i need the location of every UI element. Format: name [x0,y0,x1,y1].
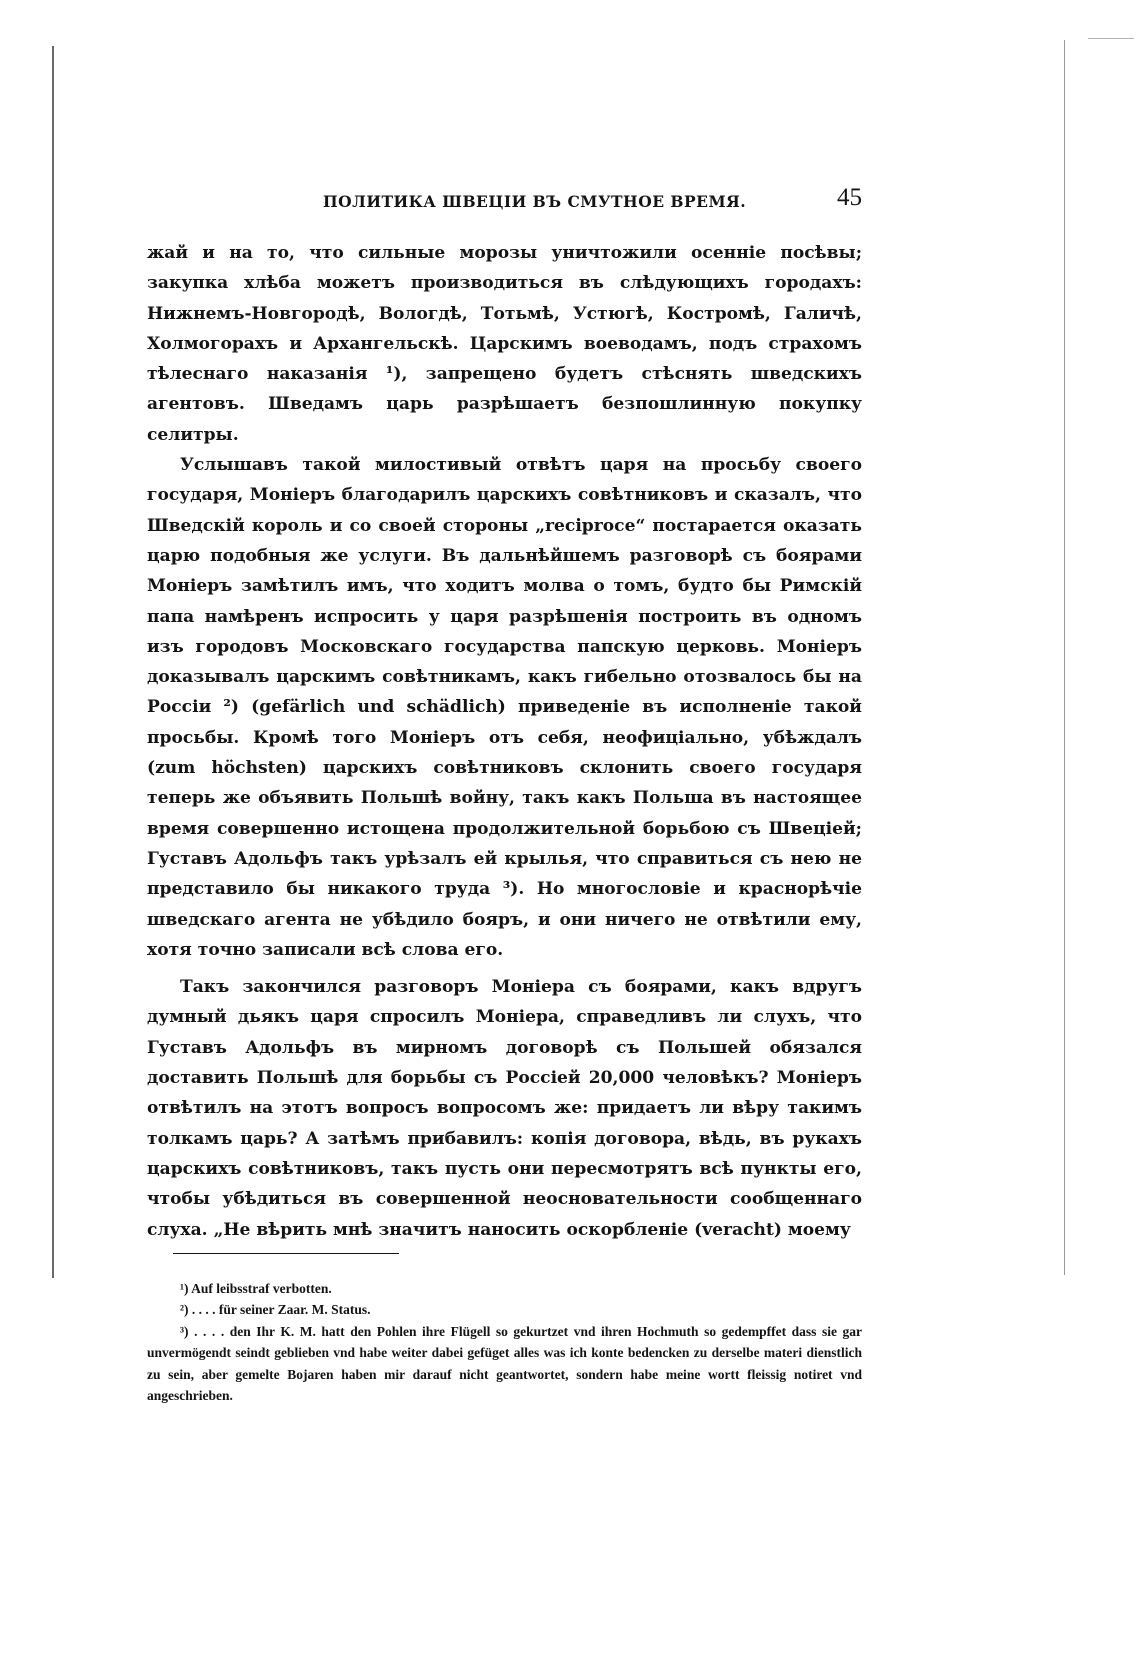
body-text [147,238,862,1245]
footnote-1: ¹) Auf leibsstraf verbotten. [180,1280,332,1296]
footnote-2: ²) . . . . für seiner Zaar. M. Status. [180,1302,371,1318]
running-head [147,184,862,224]
scan-margin-line-left [52,46,54,1278]
page-number: 45 [837,184,862,211]
book-page [147,184,862,1407]
paragraph-2: Услышавъ такой милостивый отвѣтъ царя на просьбу своего государя, Моніеръ благодарилъ царскихъ совѣтниковъ и сказалъ, что Шведскій король и со своей стороны „reciproce“ постарается оказать царю подобныя же услуги. Въ дальнѣйшемъ разговорѣ съ боярами Моніеръ замѣтилъ имъ, что ходитъ молва о томъ, будто бы Римскій папа намѣренъ испросить у царя разрѣшенія построить въ одномъ изъ городовъ Московскаго государства папскую церковь. Моніеръ доказывалъ царскимъ совѣтникамъ, какъ гибельно отозвалось бы на Россіи ²) (gefärlich und schädlich) приведеніе въ исполненіе такой просьбы. Кромѣ того Моніеръ отъ себя, неофиціально, убѣждалъ (zum höchsten) царскихъ совѣтниковъ склонить своего государя теперь же объявить Польшѣ войну, такъ какъ Польша въ настоящее время совершенно истощена продолжительной борьбою съ Швеціей; Густавъ Адольфъ такъ урѣзалъ ей крылья, что справиться съ нею не представило бы никакого труда ³). Но многословіе и краснорѣчіе шведскаго агента не убѣдило бояръ, и они ничего не отвѣтили ему, хотя точно записали всѣ слова его. [147,455,862,960]
paragraph-1: жай и на то, что сильные морозы уничтожили осенніе посѣвы; закупка хлѣба можетъ производиться въ слѣдующихъ городахъ: Нижнемъ-Новгородѣ, Вологдѣ, Тотьмѣ, Устюгѣ, Костромѣ, Галичѣ, Холмогорахъ и Архангельскѣ. Царскимъ воеводамъ, подъ страхомъ тѣлеснаго наказанія ¹), запрещено будетъ стѣснять шведскихъ агентовъ. Шведамъ царь разрѣшаетъ безпошлинную покупку селитры. [147,243,862,445]
footnotes [147,1278,862,1407]
scan-margin-tick [1088,38,1134,39]
scan-margin-line-right [1064,40,1065,1275]
footnote-divider [173,1253,399,1254]
paragraph-3: Такъ закончился разговоръ Моніера съ боярами, какъ вдругъ думный дьякъ царя спросилъ Моніера, справедливъ ли слухъ, что Густавъ Адольфъ въ мирномъ договорѣ съ Польшей обязался доставить Польшѣ для борьбы съ Россіей 20,000 человѣкъ? Моніеръ отвѣтилъ на этотъ вопросъ вопросомъ же: придаетъ ли вѣру такимъ толкамъ царь? А затѣмъ прибавилъ: копія договора, вѣдь, въ рукахъ царскихъ совѣтниковъ, такъ пусть они пересмотрятъ всѣ пункты его, чтобы убѣдиться въ совершенной неосновательности сообщеннаго слуха. „Не вѣрить мнѣ значитъ наносить оскорбленіе (veracht) моему [147,977,862,1240]
running-title: ПОЛИТИКА ШВЕЦІИ ВЪ СМУТНОЕ ВРЕМЯ. [323,192,747,211]
footnote-3: ³) . . . . den Ihr K. M. hatt den Pohlen ihre Flügell so gekurtzet vnd ihren Hochmuth so gedempffet dass sie gar unvermögendt seindt geblieben vnd habe weiter dabei gefüget alles was ich konte bedencken zu derselbe materi dienstlich zu sein, aber gemelte Bojaren haben mir darauf nicht geantwortet, sondern habe meine wortt fleissig notiret vnd angeschrieben. [147,1323,862,1404]
